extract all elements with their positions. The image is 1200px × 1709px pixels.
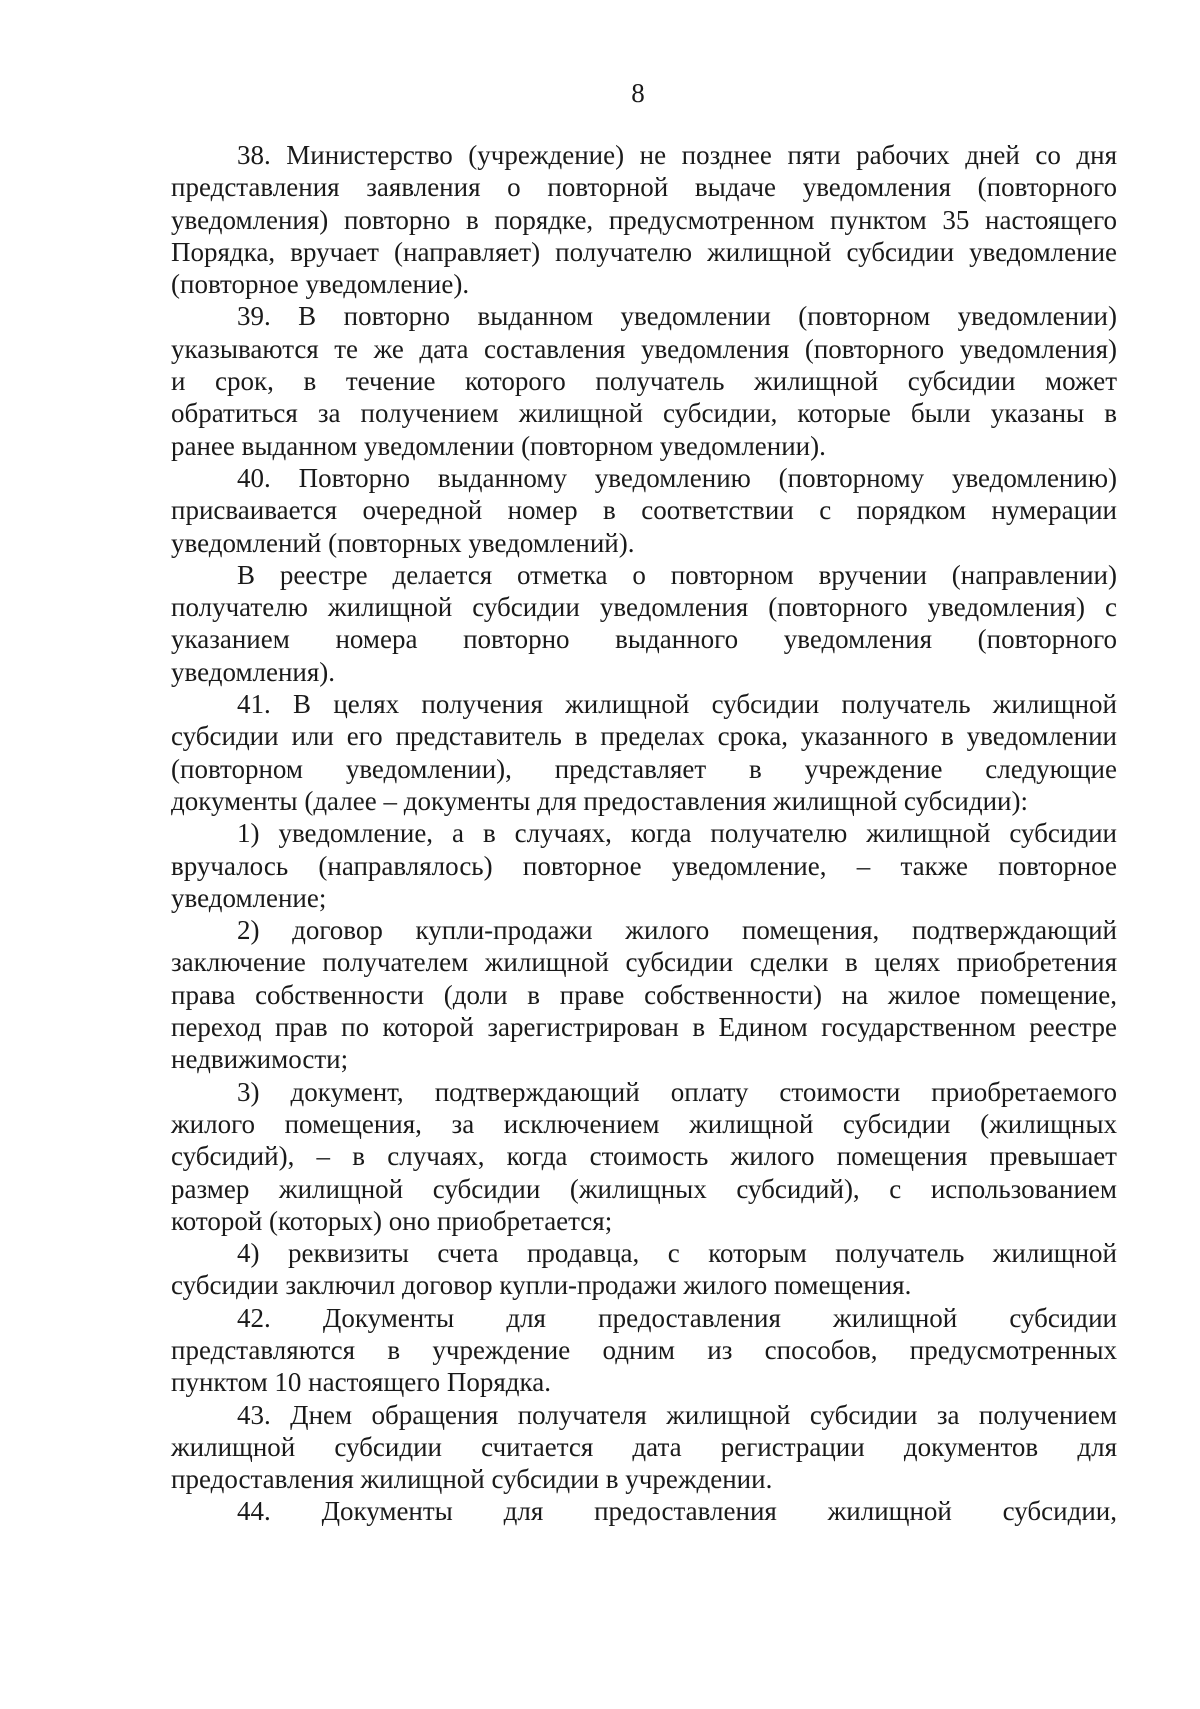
text-line: уведомления) повторно в порядке, предусмотренном пунктом 35 настоящего (171, 204, 1117, 235)
text-line: переход прав по которой зарегистрирован в Едином государственном реестре (171, 1012, 1117, 1043)
text-line: права собственности (доли в праве собственности) на жилое помещение, (171, 979, 1117, 1010)
text-line: В реестре делается отметка о повторном вручении (направлении) (237, 559, 1117, 590)
text-line: 38. Министерство (учреждение) не позднее пяти рабочих дней со дня (237, 140, 1117, 170)
text-line: указанием номера повторно выданного уведомления (повторного (171, 624, 1117, 655)
text-line: 4) реквизиты счета продавца, с которым получатель жилищной (237, 1238, 1117, 1269)
text-line: размер жилищной субсидии (жилищных субсидий), с использованием (171, 1173, 1117, 1204)
text-line: вручалось (направлялось) повторное уведомление, – также повторное (171, 850, 1117, 881)
text-line: (повторное уведомление). (171, 269, 470, 300)
text-line: субсидий), – в случаях, когда стоимость жилого помещения превышает (171, 1141, 1117, 1172)
text-line: указываются те же дата составления уведомления (повторного уведомления) (171, 333, 1117, 364)
text-line: уведомлений (повторных уведомлений). (171, 527, 635, 558)
text-line: субсидии или его представитель в пределах срока, указанного в уведомлении (171, 721, 1117, 752)
text-line: документы (далее – документы для предоставления жилищной субсидии): (171, 785, 1028, 816)
text-line: 2) договор купли-продажи жилого помещения, подтверждающий (237, 915, 1117, 946)
text-line: представляются в учреждение одним из способов, предусмотренных (171, 1334, 1117, 1365)
text-line: 39. В повторно выданном уведомлении (повторном уведомлении) (237, 301, 1117, 332)
text-line: 40. Повторно выданному уведомлению (повторному уведомлению) (237, 462, 1117, 493)
text-line: жилищной субсидии считается дата регистрации документов для (171, 1431, 1117, 1462)
text-line: которой (которых) оно приобретается; (171, 1205, 613, 1236)
text-line: 3) документ, подтверждающий оплату стоимости приобретаемого (237, 1076, 1117, 1107)
text-line: жилого помещения, за исключением жилищной субсидии (жилищных (171, 1108, 1117, 1139)
text-line: представления заявления о повторной выдаче уведомления (повторного (171, 172, 1117, 203)
text-line: пунктом 10 настоящего Порядка. (171, 1367, 551, 1398)
text-line: и срок, в течение которого получатель жилищной субсидии может (171, 366, 1117, 397)
text-line: присваивается очередной номер в соответствии с порядком нумерации (171, 495, 1117, 526)
text-line: недвижимости; (171, 1044, 349, 1075)
text-line: предоставления жилищной субсидии в учреждении. (171, 1464, 773, 1495)
text-line: 42. Документы для предоставления жилищной субсидии (237, 1302, 1117, 1333)
page-number: 8 (631, 78, 645, 108)
document-body (171, 139, 1117, 1528)
text-line: ранее выданном уведомлении (повторном уведомлении). (171, 430, 826, 461)
text-line: 41. В целях получения жилищной субсидии получатель жилищной (237, 689, 1117, 720)
text-line: Порядка, вручает (направляет) получателю жилищной субсидии уведомление (171, 236, 1117, 267)
text-line: 1) уведомление, а в случаях, когда получателю жилищной субсидии (237, 818, 1117, 849)
text-line: (повторном уведомлении), представляет в учреждение следующие (171, 753, 1117, 784)
text-line: получателю жилищной субсидии уведомления (повторного уведомления) с (171, 592, 1117, 623)
text-line: уведомление; (171, 882, 327, 913)
text-line: 43. Днем обращения получателя жилищной субсидии за получением (237, 1399, 1117, 1430)
text-line: заключение получателем жилищной субсидии сделки в целях приобретения (171, 947, 1117, 978)
text-line: 44. Документы для предоставления жилищной субсидии, (237, 1496, 1117, 1527)
text-line: уведомления). (171, 656, 336, 687)
text-line: обратиться за получением жилищной субсидии, которые были указаны в (171, 398, 1117, 429)
text-line: субсидии заключил договор купли-продажи жилого помещения. (171, 1270, 912, 1301)
